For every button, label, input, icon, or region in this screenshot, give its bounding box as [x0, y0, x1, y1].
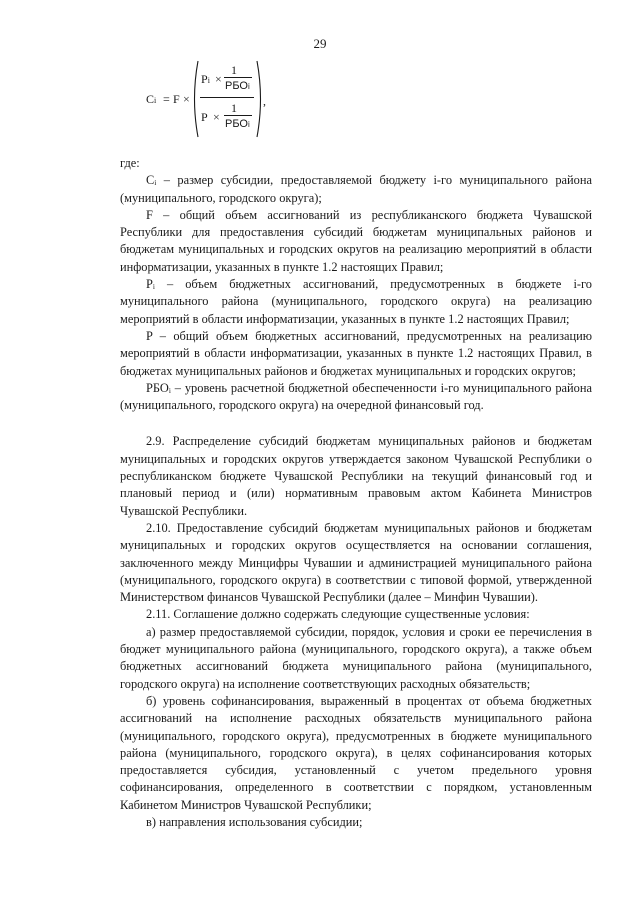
definition-p: P – общий объем бюджетных ассигнований, предусмотренных на реализацию мероприятий в области информатизации, указанных в пункте 1.2 настоящих Правил, в бюджетах муниципальных районов и бюджетах муниципальных и городских округов; [120, 328, 592, 378]
definition-f: F – общий объем ассигнований из республиканского бюджета Чувашской Республики для предоставления субсидий бюджетам муниципальных районов и бюджетам муниципальных и городских округов на реализацию мероприятий в области информатизации, указанных в пункте 1.2 настоящих Правил; [120, 207, 592, 274]
condition-v: в) направления использования субсидии; [146, 814, 363, 829]
definition-pi: Pᵢ – объем бюджетных ассигнований, предусмотренных в бюджете i-го муниципального района (муниципального, городского округа) на реализацию мероприятий в области информатизации, указанных в пункте 1.2 настоящих Правил; [120, 277, 592, 326]
left-paren [191, 60, 199, 138]
clause-2-9: 2.9. Распределение субсидий бюджетам муниципальных районов и бюджетам муниципальных и городских округов утверждается законом Чувашской Республики о республиканском бюджете Чувашской Республики на текущий финансовый год и плановый период и (или) нормативным правовым актом Кабинета Министров Чувашской Республики. [120, 434, 592, 518]
formula-factor: F [173, 92, 180, 106]
numerator-inner-fraction-bar [224, 77, 252, 78]
document-body [120, 155, 592, 831]
numerator-rbo: РБОi [225, 80, 250, 92]
page-number: 29 [313, 36, 327, 51]
denominator-inner-fraction-bar [224, 115, 252, 116]
formula-comma: , [263, 94, 266, 108]
formula-lhs: Ci [146, 92, 157, 106]
where-label: где: [120, 156, 140, 170]
denominator-one: 1 [231, 101, 237, 115]
main-fraction-bar [200, 97, 254, 98]
subsidy-formula [146, 60, 296, 138]
denominator-p: P [201, 110, 208, 124]
formula-times: × [183, 92, 190, 106]
condition-b: б) уровень софинансирования, выраженный в процентах от объема бюджетных ассигнований на исполнение расходных обязательств муниципального района (муниципального, городского округа), предусмотренных в бюджете муниципального района (муниципального, городского округа), в целях софинансирования которых предоставляется субсидия, установленный с учетом предельного уровня софинансирования, определенного в соответствии с порядком, установленным Кабинетом Министров Чувашской Республики; [120, 693, 592, 812]
definition-ci: Cᵢ – размер субсидии, предоставляемой бюджету i-го муниципального района (муниципального, городского округа); [120, 173, 592, 205]
condition-a: а) размер предоставляемой субсидии, порядок, условия и сроки ее перечисления в бюджет муниципального района (муниципального, городского округа), а также объем бюджетных ассигнований бюджета муниципального района (муниципального, городского округа) на исполнение соответствующих расходных обязательств; [120, 624, 592, 691]
numerator-times: × [215, 72, 222, 86]
denominator-rbo: РБОi [225, 118, 250, 130]
definition-rbo: РБОᵢ – уровень расчетной бюджетной обеспеченности i-го муниципального района (муниципального, городского округа) на очередной финансовый год. [120, 380, 592, 413]
clause-2-10: 2.10. Предоставление субсидий бюджетам муниципальных районов и бюджетам муниципальных и городских округов осуществляется на основании соглашения, заключенного между Минцифры Чувашии и администрацией муниципального района (муниципального, городского округа) в соответствии с типовой формой, утвержденной Министерством финансов Чувашской Республики (далее – Минфин Чувашии). [120, 520, 592, 605]
numerator-one: 1 [231, 63, 237, 77]
numerator-p: Pi [201, 72, 210, 86]
formula-equals: = [163, 92, 170, 106]
denominator-times: × [213, 110, 220, 124]
clause-2-11: 2.11. Соглашение должно содержать следующие существенные условия: [146, 607, 530, 622]
